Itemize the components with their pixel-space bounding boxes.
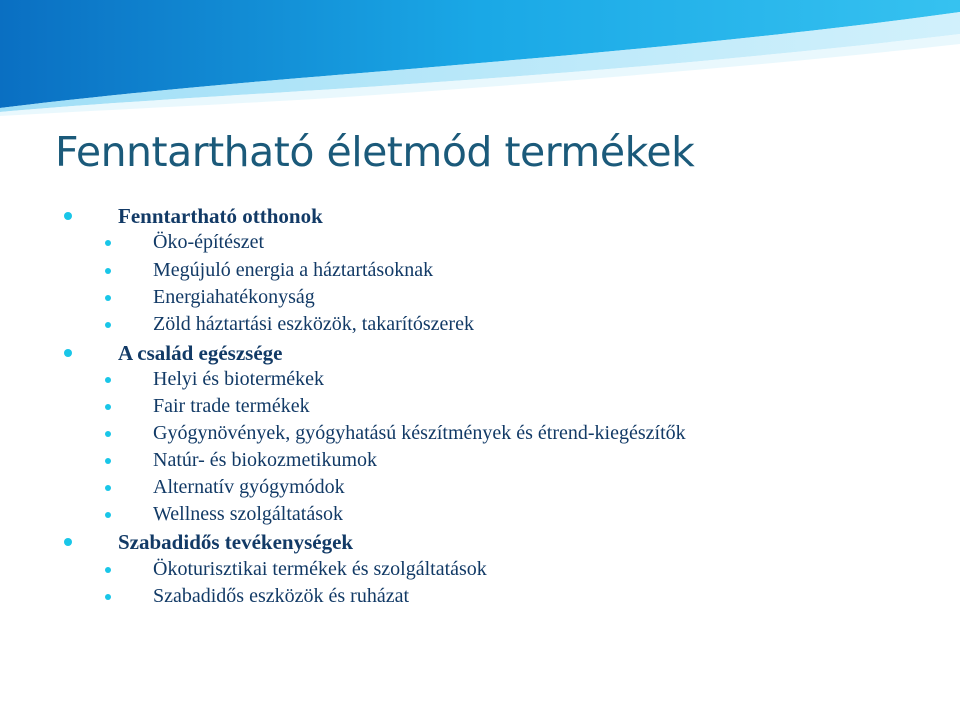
list-item-text: Megújuló energia a háztartásoknak xyxy=(153,259,434,281)
list-item xyxy=(153,585,409,608)
list-item-text: Szabadidős tevékenységek xyxy=(118,530,354,554)
bullet-dot-icon xyxy=(64,349,72,357)
list-item xyxy=(153,395,310,418)
list-item-text: Gyógynövények, gyógyhatású készítmények és étrend-kiegészítők xyxy=(153,422,686,444)
list-item-text: Energiahatékonyság xyxy=(153,286,315,308)
bullet-dot-icon xyxy=(105,485,111,491)
list-item-text: Öko-építészet xyxy=(153,231,265,253)
bullet-dot-icon xyxy=(105,322,111,328)
list-item xyxy=(153,368,324,391)
list-item-text: Fenntartható otthonok xyxy=(118,204,323,228)
list-item xyxy=(153,259,433,282)
list-item xyxy=(153,449,377,472)
list-item-heading xyxy=(118,204,323,229)
list-item xyxy=(153,476,345,499)
list-item-text: Fair trade termékek xyxy=(153,395,310,417)
list-item-text: Zöld háztartási eszközök, takarítószerek xyxy=(153,313,474,335)
list-item-text: Natúr- és biokozmetikumok xyxy=(153,449,377,471)
bullet-dot-icon xyxy=(64,212,72,220)
bullet-dot-icon xyxy=(105,567,111,573)
bullet-dot-icon xyxy=(105,240,111,246)
list-item-heading xyxy=(118,530,353,555)
list-item xyxy=(153,231,264,254)
list-item-heading xyxy=(118,341,282,366)
list-item-text: Alternatív gyógymódok xyxy=(153,476,345,498)
bullet-dot-icon xyxy=(105,512,111,518)
list-item-text: A család egészsége xyxy=(118,341,283,365)
slide-title: Fenntartható életmód termékek xyxy=(55,128,695,176)
list-item xyxy=(153,313,474,336)
list-item xyxy=(153,558,487,581)
bullet-dot-icon xyxy=(64,538,72,546)
list-item-text: Wellness szolgáltatások xyxy=(153,503,344,525)
bullet-dot-icon xyxy=(105,594,111,600)
list-item-text: Ökoturisztikai termékek és szolgáltatások xyxy=(153,558,487,580)
list-item xyxy=(153,286,315,309)
list-item xyxy=(153,422,686,445)
bullet-dot-icon xyxy=(105,431,111,437)
bullet-dot-icon xyxy=(105,377,111,383)
list-item-text: Szabadidős eszközök és ruházat xyxy=(153,585,410,607)
bullet-dot-icon xyxy=(105,404,111,410)
list-item xyxy=(153,503,343,526)
list-item-text: Helyi és biotermékek xyxy=(153,368,325,390)
bullet-dot-icon xyxy=(105,268,111,274)
bullet-dot-icon xyxy=(105,295,111,301)
bullet-dot-icon xyxy=(105,458,111,464)
